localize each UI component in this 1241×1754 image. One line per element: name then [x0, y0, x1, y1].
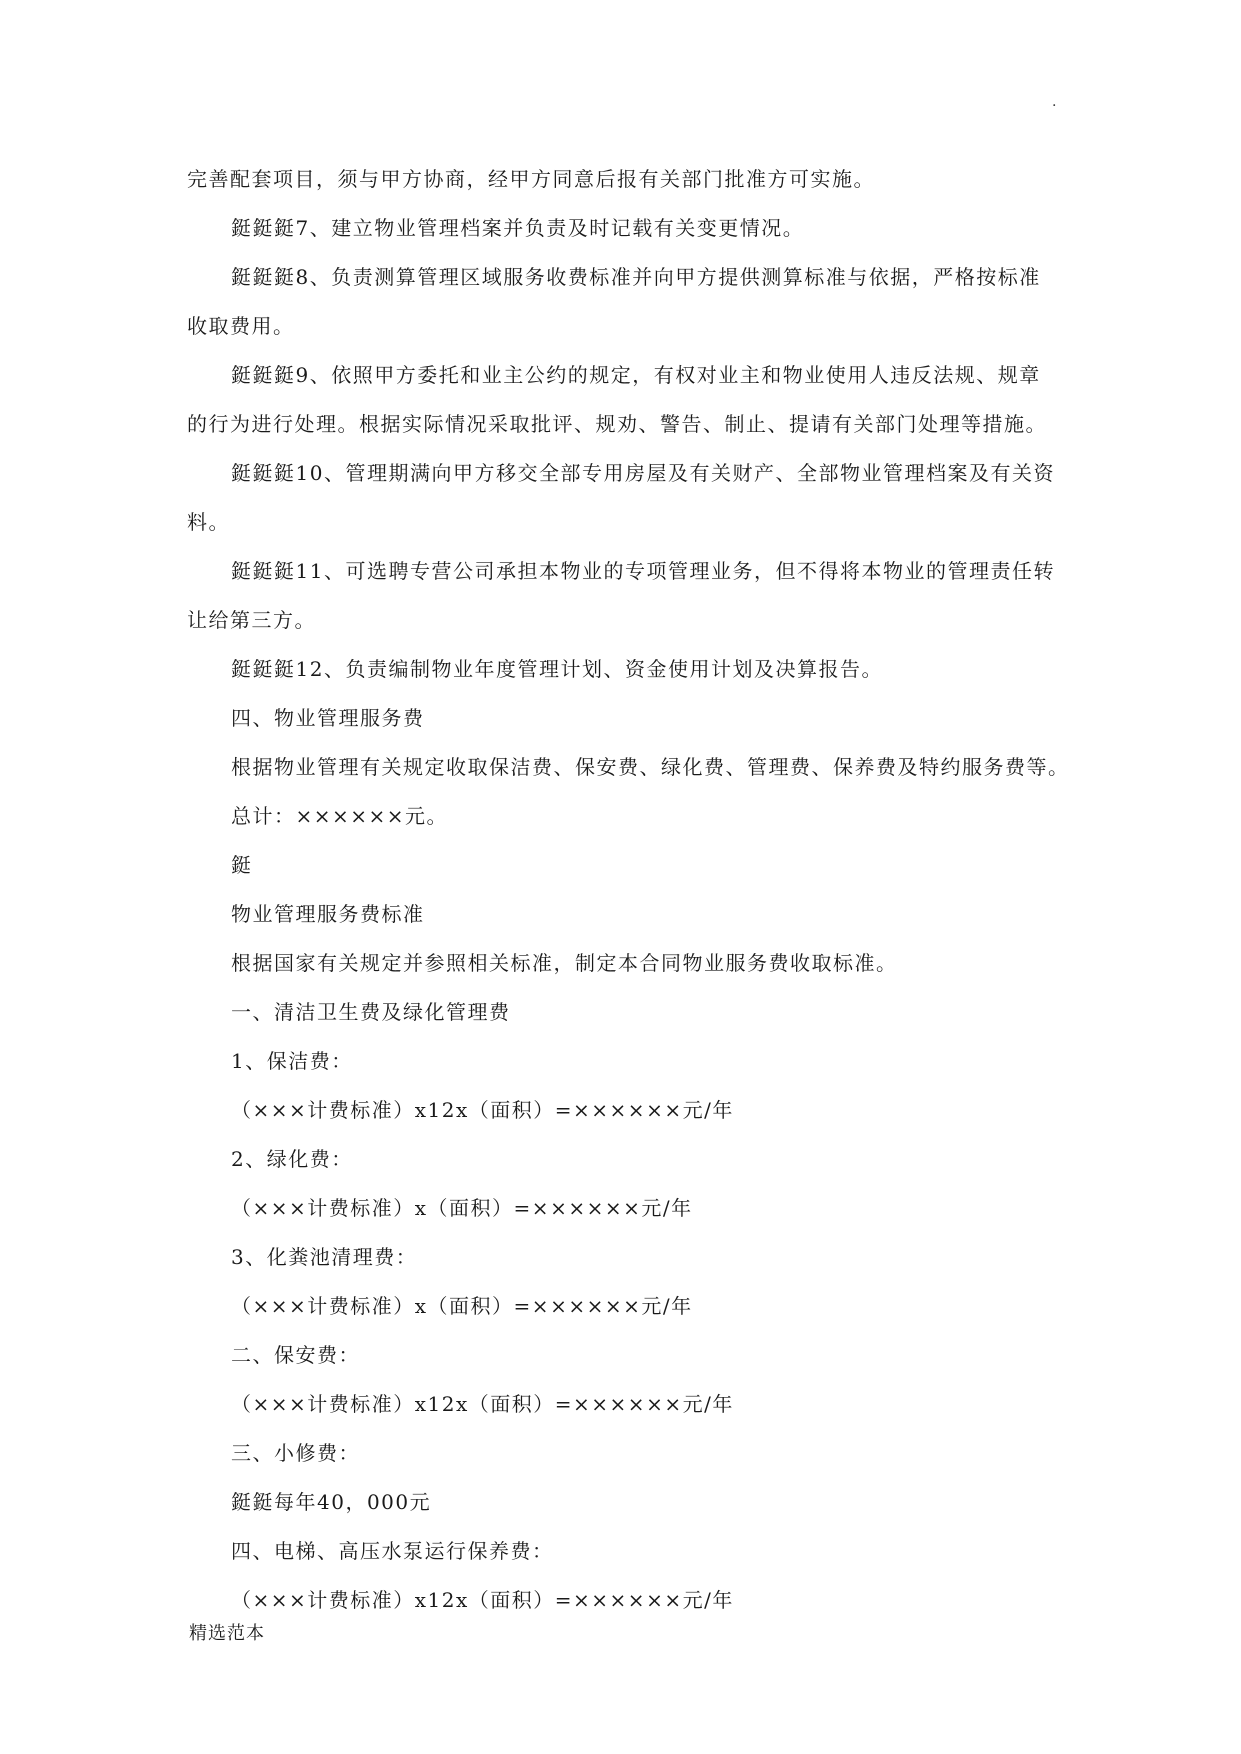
paragraph-item-9: 鋌鋌鋌9、依照甲方委托和业主公约的规定，有权对业主和物业使用人违反法规、规章的行为进行处理。根据实际情况采取批评、规劝、警告、制止、提请有关部门处理等措施。 [187, 363, 1047, 436]
fee-standard-title: 物业管理服务费标准 [231, 902, 425, 926]
fee-standard-intro: 根据国家有关规定并参照相关标准，制定本合同物业服务费收取标准。 [231, 951, 898, 975]
page-mark: . [1052, 94, 1057, 110]
formula-cleaning-fee: （×××计费标准）x12x（面积）=××××××元/年 [231, 1098, 734, 1122]
item-septic-fee: 3、化粪池清理费： [231, 1245, 418, 1269]
paragraph-item-12: 鋌鋌鋌12、负责编制物业年度管理计划、资金使用计划及决算报告。 [231, 657, 883, 681]
section-cleaning-greening: 一、清洁卫生费及绿化管理费 [231, 1000, 511, 1024]
paragraph-item-8: 鋌鋌鋌8、负责测算管理区域服务收费标准并向甲方提供测算标准与依据，严格按标准收取费用。 [187, 265, 1041, 338]
minor-repair-amount: 鋌鋌每年40，000元 [231, 1490, 432, 1514]
section-heading-fees: 四、物业管理服务费 [231, 706, 425, 730]
paragraph-intro: 完善配套项目，须与甲方协商，经甲方同意后报有关部门批准方可实施。 [187, 167, 875, 191]
formula-greening-fee: （×××计费标准）x（面积）=××××××元/年 [231, 1196, 693, 1220]
formula-security-fee: （×××计费标准）x12x（面积）=××××××元/年 [231, 1392, 734, 1416]
paragraph-item-10: 鋌鋌鋌10、管理期满向甲方移交全部专用房屋及有关财产、全部物业管理档案及有关资料。 [187, 461, 1055, 534]
document-body [187, 155, 1070, 1625]
section-elevator-pump-fee: 四、电梯、高压水泵运行保养费： [231, 1539, 554, 1563]
formula-septic-fee: （×××计费标准）x（面积）=××××××元/年 [231, 1294, 693, 1318]
item-cleaning-fee: 1、保洁费： [231, 1049, 353, 1073]
item-greening-fee: 2、绿化费： [231, 1147, 353, 1171]
paragraph-item-11: 鋌鋌鋌11、可选聘专营公司承担本物业的专项管理业务，但不得将本物业的管理责任转让给第三方。 [187, 559, 1055, 632]
formula-elevator-pump-fee: （×××计费标准）x12x（面积）=××××××元/年 [231, 1588, 734, 1612]
section-security-fee: 二、保安费： [231, 1343, 360, 1367]
stray-glyph: 鋌 [231, 853, 253, 877]
fees-total: 总计：××××××元。 [231, 804, 449, 828]
footer-label: 精选范本 [189, 1623, 265, 1644]
paragraph-item-7: 鋌鋌鋌7、建立物业管理档案并负责及时记载有关变更情况。 [231, 216, 805, 240]
fees-description: 根据物业管理有关规定收取保洁费、保安费、绿化费、管理费、保养费及特约服务费等。 [231, 755, 1070, 779]
section-minor-repair-fee: 三、小修费： [231, 1441, 360, 1465]
